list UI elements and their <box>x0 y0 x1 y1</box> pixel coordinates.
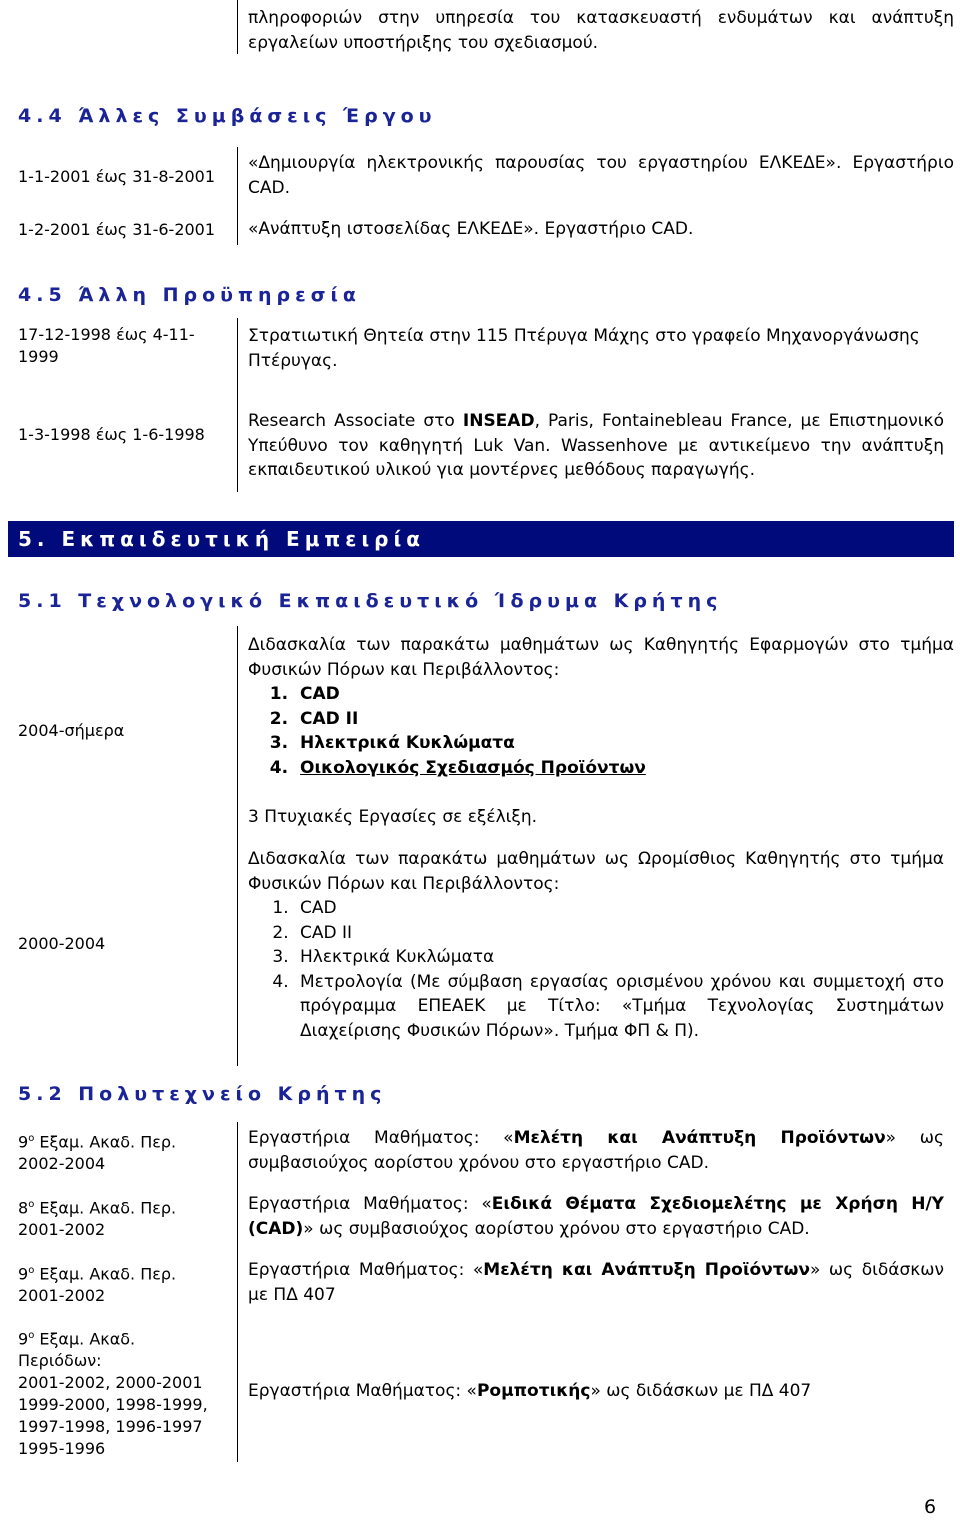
period-line: 2001-2002, 2000-2001 <box>18 1373 203 1393</box>
semester-label <box>18 1194 176 1241</box>
lab-description <box>248 1192 944 1241</box>
period-line: Περιόδων: <box>18 1351 102 1371</box>
column-divider <box>237 1122 238 1462</box>
semester-number: 9 <box>18 1264 29 1284</box>
date-label: 17-12-1998 έως 4-11-1999 <box>18 325 195 366</box>
semester-text: Εξαμ. Ακαδ. <box>34 1329 136 1349</box>
teaching-intro: Διδασκαλία των παρακάτω μαθημάτων ως Ωρομίσθιος Καθηγητής στο τμήμα Φυσικών Πόρων και Περιβάλλοντος: <box>248 849 944 894</box>
lab-text: Εργαστήρια Μαθήματος: « <box>248 1128 514 1148</box>
semester-label <box>18 1128 176 1175</box>
page-number: 6 <box>924 1496 937 1518</box>
list-item: 1. CAD <box>294 896 944 921</box>
semester-line <box>18 1260 176 1285</box>
years: 2001-2002 <box>18 1220 106 1240</box>
semester-number: 8 <box>18 1198 29 1218</box>
section-heading-5-2: 5.2 Πολυτεχνείο Κρήτης <box>18 1083 387 1105</box>
lab-description <box>248 1379 944 1404</box>
lab-text: » ως συμβασιούχος αορίστου χρόνου στο εργαστήριο CAD. <box>303 1218 810 1239</box>
lab-text: Εργαστήρια Μαθήματος: « <box>248 1194 492 1214</box>
lab-text: » ως συμβασιούχος αορίστου χρόνου στο εργαστήριο CAD. <box>248 1128 944 1173</box>
list-item: 2. CAD II <box>294 921 944 946</box>
date-label: 1-2-2001 έως 31-6-2001 <box>18 220 216 239</box>
period-line: 1999-2000, 1998-1999, <box>18 1395 208 1415</box>
course-list <box>248 896 944 1043</box>
superscript: ο <box>28 1330 35 1341</box>
intro-paragraph: πληροφοριών στην υπηρεσία του κατασκευαστή ενδυμάτων και ανάπτυξη εργαλείων υποστήριξης του σχεδιασμού. <box>248 8 954 53</box>
semester-text: Εξαμ. Ακαδ. Περ. <box>34 1132 177 1152</box>
semester-line <box>18 1128 176 1153</box>
period-line: 1997-1998, 1996-1997 <box>18 1417 203 1437</box>
list-item: 3. Ηλεκτρικά Κυκλώματα <box>294 731 954 756</box>
semester-number: 9 <box>18 1132 29 1152</box>
lab-text: » ως διδάσκων με ΠΔ 407 <box>248 1260 944 1305</box>
list-item: 2. CAD II <box>294 707 954 732</box>
semester-label <box>18 1260 176 1307</box>
list-item <box>294 756 954 781</box>
teaching-block <box>248 633 954 780</box>
insead-name: INSEAD <box>462 411 535 431</box>
section-banner-5: 5. Εκπαιδευτική Εμπειρία <box>8 521 954 557</box>
course-name: Ρομποτικής <box>476 1381 591 1401</box>
course-name: Ειδικά Θέματα Σχεδιομελέτης με Χρήση Η/Υ (CAD) <box>248 1194 944 1239</box>
contract-description: «Ανάπτυξη ιστοσελίδας ΕΛΚΕΔΕ». Εργαστήριο CAD. <box>248 219 694 239</box>
course-name: Οικολογικός Σχεδιασμός Προϊόντων <box>300 757 646 778</box>
semester-text: Εξαμ. Ακαδ. Περ. <box>34 1264 177 1284</box>
date-label: 2004-σήμερα <box>18 721 125 740</box>
course-name: Μελέτη και Ανάπτυξη Προϊόντων <box>513 1128 886 1148</box>
research-text-2: , Paris, Fontainebleau France, με Επιστημονικό Υπεύθυνο τον καθηγητή Luk Van. Wassenhove με αντικείμενο την ανάπτυξη εκπαιδευτικού υλικού για μοντέρνες μεθόδους παραγωγής. <box>248 411 944 480</box>
lab-text: Εργαστήρια Μαθήματος: « <box>248 1260 484 1280</box>
semester-text: Εξαμ. Ακαδ. Περ. <box>34 1198 177 1218</box>
contract-description <box>248 151 954 200</box>
date-label: 1-3-1998 έως 1-6-1998 <box>18 425 205 444</box>
section-heading-4-5: 4.5 Άλλη Προϋπηρεσία <box>18 284 361 306</box>
semester-line <box>18 1194 176 1219</box>
column-divider <box>237 0 238 54</box>
thesis-note: 3 Πτυχιακές Εργασίες σε εξέλιξη. <box>248 807 538 827</box>
lab-description <box>248 1126 944 1175</box>
section-heading-4-4: 4.4 Άλλες Συμβάσεις Έργου <box>18 105 437 127</box>
date-label: 1-1-2001 έως 31-8-2001 <box>18 167 216 186</box>
service-description: Στρατιωτική Θητεία στην 115 Πτέρυγα Μάχης στο γραφείο Μηχανοργάνωσης Πτέρυγας. <box>248 326 920 371</box>
semester-number: 9 <box>18 1329 29 1349</box>
list-item: 1. CAD <box>294 682 954 707</box>
superscript: ο <box>28 1199 35 1210</box>
column-divider <box>237 626 238 1066</box>
course-name: Μελέτη και Ανάπτυξη Προϊόντων <box>483 1260 810 1280</box>
list-item: 4. Μετρολογία (Με σύμβαση εργασίας ορισμένου χρόνου και συμμετοχή στο πρόγραμμα ΕΠΕΑΕΚ με Τίτλο: «Τμήμα Τεχνολογίας Συστημάτων Διαχείρισης Φυσικών Πόρων». Τμήμα ΦΠ & Π). <box>294 970 944 1044</box>
superscript: ο <box>28 1265 35 1276</box>
lab-text: » ως διδάσκων με ΠΔ 407 <box>590 1381 812 1401</box>
research-text-1: Research Associate στο <box>248 411 463 431</box>
list-item: 3. Ηλεκτρικά Κυκλώματα <box>294 945 944 970</box>
years: 2002-2004 <box>18 1154 106 1174</box>
teaching-intro: Διδασκαλία των παρακάτω μαθημάτων ως Καθηγητής Εφαρμογών στο τμήμα Φυσικών Πόρων και Περιβάλλοντος: <box>248 635 954 680</box>
research-description <box>248 409 944 483</box>
semester-line <box>18 1325 208 1350</box>
lab-description <box>248 1258 944 1307</box>
column-divider <box>237 147 238 245</box>
lab-text: Εργαστήρια Μαθήματος: « <box>248 1381 477 1401</box>
date-label: 2000-2004 <box>18 934 106 953</box>
column-divider <box>237 318 238 492</box>
superscript: ο <box>28 1133 35 1144</box>
teaching-block <box>248 847 944 1043</box>
section-heading-5-1: 5.1 Τεχνολογικό Εκπαιδευτικό Ίδρυμα Κρήτης <box>18 590 723 612</box>
course-list <box>248 682 954 780</box>
semester-label <box>18 1325 208 1460</box>
contract-text: «Δημιουργία ηλεκτρονικής παρουσίας του εργαστηρίου ΕΛΚΕΔΕ». Εργαστήριο CAD. <box>248 153 954 198</box>
years: 2001-2002 <box>18 1286 106 1306</box>
period-line: 1995-1996 <box>18 1439 106 1459</box>
